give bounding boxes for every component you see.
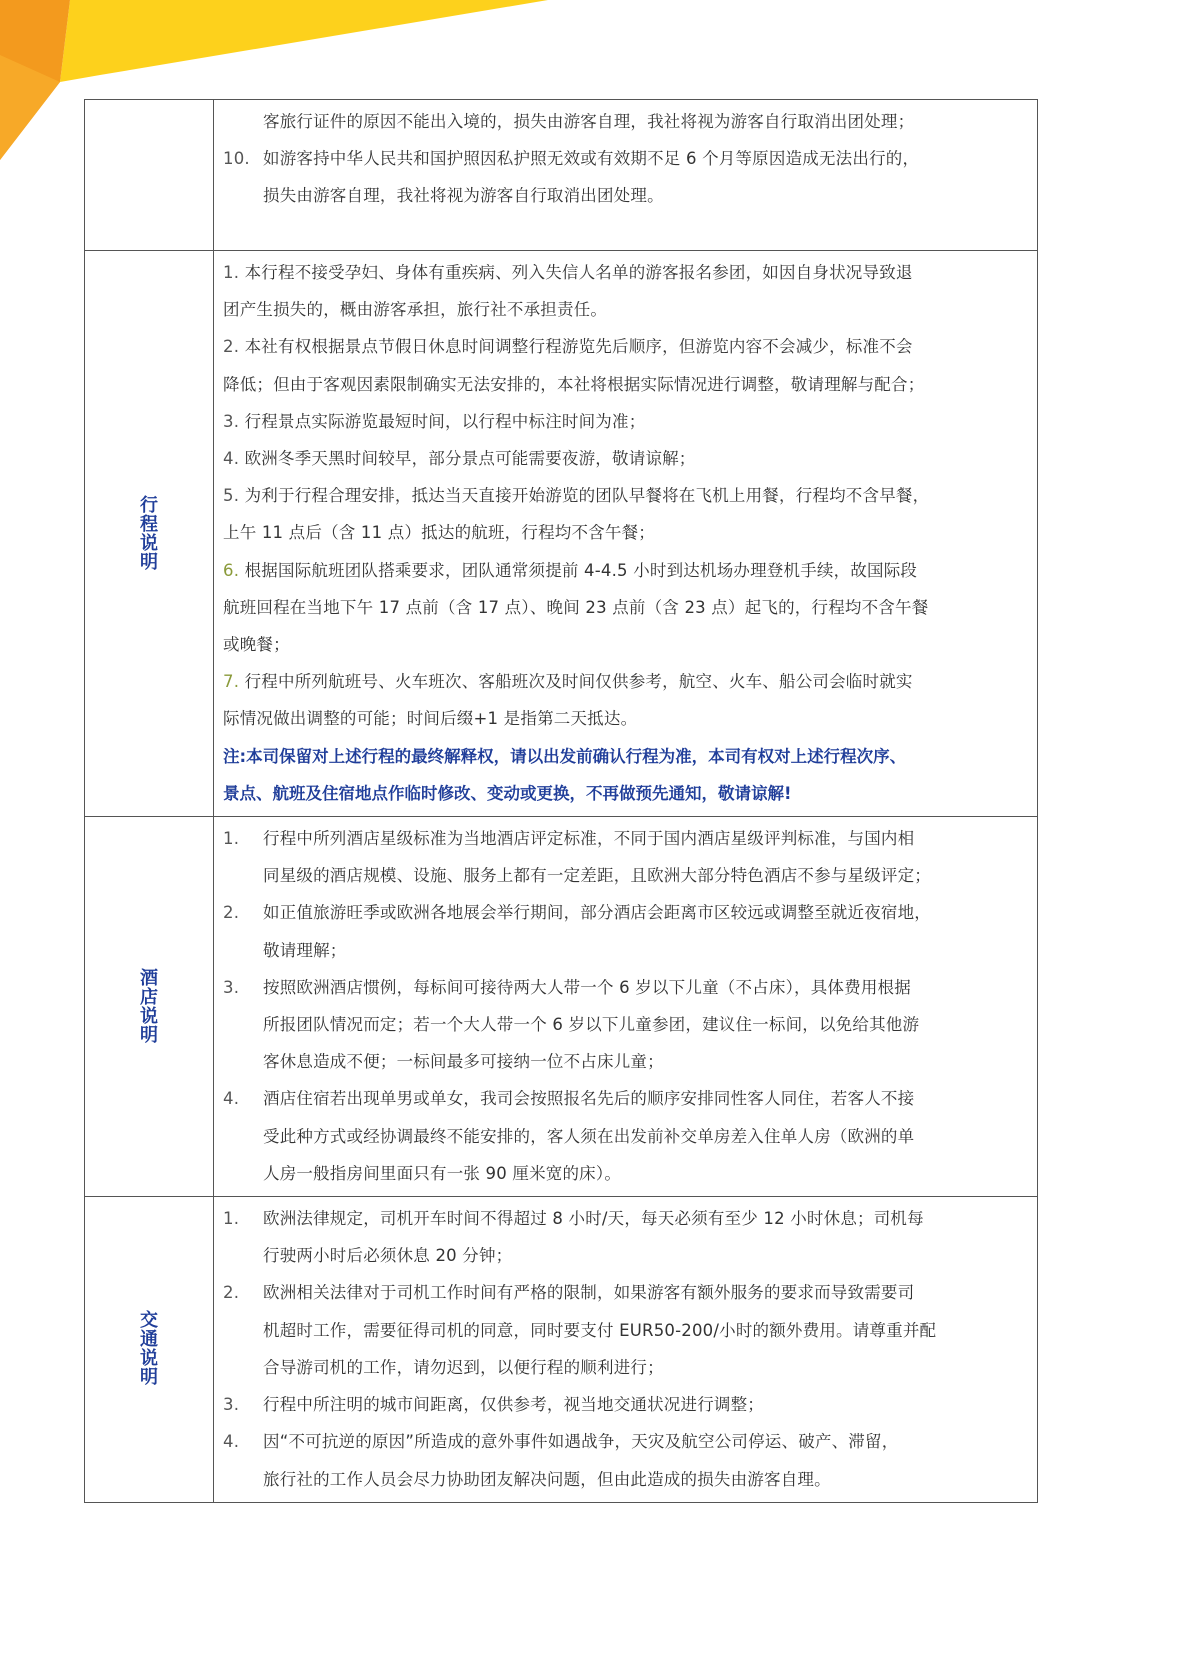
transport-heading: 交通说明 — [140, 1310, 158, 1389]
list-item — [223, 894, 1029, 931]
transport-body-cell — [214, 1197, 1038, 1503]
hotel-row — [85, 817, 1038, 1197]
item-number: 6. — [223, 560, 240, 580]
item-text: 合导游司机的工作，请勿迟到，以便行程的顺利进行； — [263, 1357, 664, 1377]
item-number: 3. — [223, 411, 240, 431]
item-text: 因“不可抗逆的原因”所造成的意外事件如遇战争，天灾及航空公司停运、破产、滞留， — [263, 1432, 899, 1452]
hotel-body-cell — [214, 817, 1038, 1197]
item-text: 行程中所注明的城市间距离，仅供参考，视当地交通状况进行调整； — [263, 1395, 764, 1415]
item-text: 旅行社的工作人员会尽力协助团友解决问题，但由此造成的损失由游客自理。 — [263, 1469, 831, 1489]
list-item-continuation — [223, 1118, 1029, 1155]
itinerary-note: 景点、航班及住宿地点作临时修改、变动或更换，不再做预先通知，敬请谅解! — [223, 783, 792, 803]
list-item — [223, 1274, 1029, 1311]
continuation-row — [85, 100, 1038, 251]
itinerary-header-cell — [85, 251, 214, 817]
itinerary-note: 注:本司保留对上述行程的最终解释权，请以出发前确认行程为准，本司有权对上述行程次序、 — [223, 746, 907, 766]
item-number: 3. — [223, 977, 240, 997]
yellow-stripe — [60, 0, 548, 82]
list-item — [223, 440, 1029, 477]
item-text: 欧洲相关法律对于司机工作时间有严格的限制，如果游客有额外服务的要求而导致需要司 — [263, 1283, 915, 1303]
item-text: 本社有权根据景点节假日休息时间调整行程游览先后顺序，但游览内容不会减少，标准不会 — [244, 337, 913, 357]
itinerary-list — [223, 254, 1029, 738]
list-item-continuation — [223, 626, 1029, 663]
list-item — [223, 969, 1029, 1006]
list-item — [223, 552, 1029, 589]
item-text: 酒店住宿若出现单男或单女，我司会按照报名先后的顺序安排同性客人同住，若客人不接 — [263, 1089, 915, 1109]
list-item-continuation — [223, 366, 1029, 403]
item-text: 机超时工作，需要征得司机的同意，同时要支付 EUR50-200/小时的额外费用。请尊重并配 — [263, 1320, 937, 1340]
hotel-header-cell — [85, 817, 214, 1197]
list-item-continuation — [223, 1043, 1029, 1080]
list-item-continuation — [223, 1312, 1029, 1349]
list-item — [223, 254, 1029, 291]
item-text: 上午 11 点后（含 11 点）抵达的航班，行程均不含午餐； — [223, 523, 655, 543]
continuation-header-cell — [85, 100, 214, 251]
item-number: 4. — [223, 1089, 240, 1109]
list-item-continuation — [223, 857, 1029, 894]
item-text: 客休息造成不便；一标间最多可接纳一位不占床儿童； — [263, 1052, 664, 1072]
item-text: 人房一般指房间里面只有一张 90 厘米宽的床）。 — [263, 1163, 622, 1183]
list-item-continuation — [223, 1349, 1029, 1386]
list-item-continuation — [223, 1237, 1029, 1274]
item-text: 所报团队情况而定；若一个大人带一个 6 岁以下儿童参团，建议住一标间，以免给其他游 — [263, 1015, 920, 1035]
item-text: 行程中所列酒店星级标准为当地酒店评定标准，不同于国内酒店星级评判标准，与国内相 — [263, 829, 915, 849]
list-item-continuation — [223, 932, 1029, 969]
item-number: 4. — [223, 449, 240, 469]
list-item — [223, 1386, 1029, 1423]
item-text: 际情况做出调整的可能；时间后缀+1 是指第二天抵达。 — [223, 709, 638, 729]
item-number: 1. — [223, 263, 240, 282]
item-text: 本行程不接受孕妇、身体有重疾病、列入失信人名单的游客报名参团，如因自身状况导致退 — [244, 263, 913, 282]
item-number: 4. — [223, 1432, 240, 1452]
itinerary-heading: 行程说明 — [140, 494, 158, 573]
item-text: 如游客持中华人民共和国护照因私护照无效或有效期不足 6 个月等原因造成无法出行的， — [263, 149, 920, 169]
item-number: 1. — [223, 829, 240, 849]
item-text: 为利于行程合理安排，抵达当天直接开始游览的团队早餐将在飞机上用餐，行程均不含早餐， — [244, 486, 930, 506]
hotel-heading: 酒店说明 — [140, 967, 158, 1046]
list-item — [223, 1200, 1029, 1237]
item-text: 敬请理解； — [263, 940, 347, 960]
item-text: 或晚餐； — [223, 635, 290, 655]
continuation-line: 客旅行证件的原因不能出入境的，损失由游客自理，我社将视为游客自行取消出团处理； — [263, 112, 915, 131]
notes-table — [84, 99, 1038, 1503]
item-text: 根据国际航班团队搭乘要求，团队通常须提前 4-4.5 小时到达机场办理登机手续，故国际段 — [244, 560, 918, 580]
item-text: 降低；但由于客观因素限制确实无法安排的，本社将根据实际情况进行调整，敬请理解与配合； — [223, 374, 925, 394]
itinerary-row — [85, 251, 1038, 817]
item-text: 损失由游客自理，我社将视为游客自行取消出团处理。 — [263, 186, 664, 206]
list-item — [223, 663, 1029, 700]
transport-header-cell — [85, 1197, 214, 1503]
item-text: 行程中所列航班号、火车班次、客船班次及时间仅供参考，航空、火车、船公司会临时就实 — [244, 672, 913, 692]
list-item-continuation — [223, 514, 1029, 551]
list-item-continuation — [223, 589, 1029, 626]
item-number: 2. — [223, 1283, 240, 1303]
list-item — [223, 403, 1029, 440]
list-item-continuation — [223, 1006, 1029, 1043]
list-item — [223, 140, 1029, 177]
list-item — [223, 1080, 1029, 1117]
transport-list — [223, 1200, 1029, 1498]
item-text: 如正值旅游旺季或欧洲各地展会举行期间，部分酒店会距离市区较远或调整至就近夜宿地， — [263, 903, 931, 923]
item-text: 团产生损失的，概由游客承担，旅行社不承担责任。 — [223, 300, 608, 320]
list-item-continuation — [223, 700, 1029, 737]
item-text: 航班回程在当地下午 17 点前（含 17 点）、晚间 23 点前（含 23 点）起飞的，行程均不含午餐 — [223, 597, 929, 617]
item-number: 1. — [223, 1209, 240, 1229]
list-item-continuation — [223, 1155, 1029, 1192]
item-number: 2. — [223, 903, 240, 923]
item-number: 3. — [223, 1395, 240, 1415]
item-text: 行驶两小时后必须休息 20 分钟； — [263, 1246, 513, 1266]
list-item — [223, 477, 1029, 514]
continuation-body-cell — [214, 100, 1038, 251]
item-number: 10. — [223, 149, 250, 169]
item-text: 同星级的酒店规模、设施、服务上都有一定差距，且欧洲大部分特色酒店不参与星级评定； — [263, 866, 931, 886]
list-item — [223, 1423, 1029, 1460]
item-number: 5. — [223, 486, 240, 506]
item-number: 7. — [223, 672, 240, 692]
item-text: 欧洲冬季天黑时间较早，部分景点可能需要夜游，敬请谅解； — [244, 449, 696, 469]
transport-row — [85, 1197, 1038, 1503]
item-text: 欧洲法律规定，司机开车时间不得超过 8 小时/天，每天必须有至少 12 小时休息；司机每 — [263, 1209, 924, 1229]
hotel-list — [223, 820, 1029, 1192]
item-text: 按照欧洲酒店惯例，每标间可接待两大人带一个 6 岁以下儿童（不占床），具体费用根据 — [263, 977, 911, 997]
list-item-continuation — [223, 291, 1029, 328]
list-item — [223, 820, 1029, 857]
list-item — [223, 328, 1029, 365]
item-number: 2. — [223, 337, 240, 357]
list-item-continuation — [223, 1461, 1029, 1498]
itinerary-body-cell — [214, 251, 1038, 817]
item-text: 受此种方式或经协调最终不能安排的，客人须在出发前补交单房差入住单人房（欧洲的单 — [263, 1126, 915, 1146]
item-text: 行程景点实际游览最短时间，以行程中标注时间为准； — [244, 411, 646, 431]
